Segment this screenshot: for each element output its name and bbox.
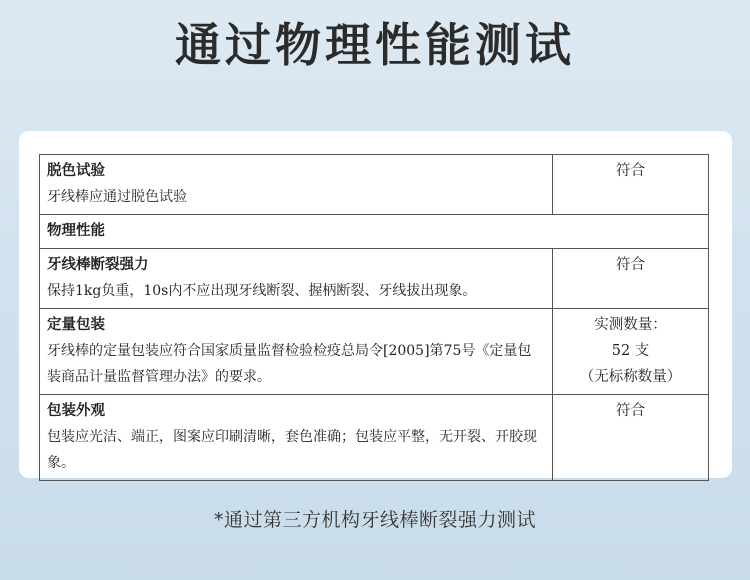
result-cell	[553, 309, 709, 395]
table-row	[40, 155, 709, 215]
item-title: 包装外观	[47, 403, 105, 419]
result-count: 52 支	[611, 343, 650, 359]
result-cell	[553, 155, 709, 215]
result-cell	[553, 395, 709, 481]
result-note: （无标称数量）	[579, 369, 682, 385]
item-title: 牙线棒断裂强力	[47, 257, 149, 273]
page-title: 通过物理性能测试	[175, 18, 575, 72]
result-cell	[553, 249, 709, 309]
table-row	[40, 395, 709, 481]
result-text: 符合	[616, 163, 645, 179]
item-cell	[40, 395, 553, 481]
item-title: 脱色试验	[47, 163, 105, 179]
table-row	[40, 215, 709, 249]
item-description: 牙线棒的定量包装应符合国家质量监督检验检疫总局令[2005]第75号《定量包装商品计量监督管理办法》的要求。	[47, 343, 532, 385]
footnote: *通过第三方机构牙线棒断裂强力测试	[213, 509, 536, 531]
item-description: 包装应光洁、端正，图案应印刷清晰，套色准确；包装应平整，无开裂、开胶现象。	[47, 429, 537, 471]
result-text: 符合	[616, 257, 645, 273]
table-row	[40, 309, 709, 395]
item-cell	[40, 155, 553, 215]
item-cell	[40, 249, 553, 309]
item-description: 保持1kg负重，10s内不应出现牙线断裂、握柄断裂、牙线拔出现象。	[47, 283, 477, 299]
result-text: 实测数量：	[594, 317, 667, 333]
spec-table	[39, 154, 709, 481]
section-title: 物理性能	[47, 223, 105, 239]
item-description: 牙线棒应通过脱色试验	[47, 189, 187, 205]
item-cell	[40, 309, 553, 395]
result-text: 符合	[616, 403, 645, 419]
item-title: 定量包装	[47, 317, 105, 333]
spec-card	[19, 131, 732, 478]
section-cell	[40, 215, 709, 249]
table-row	[40, 249, 709, 309]
